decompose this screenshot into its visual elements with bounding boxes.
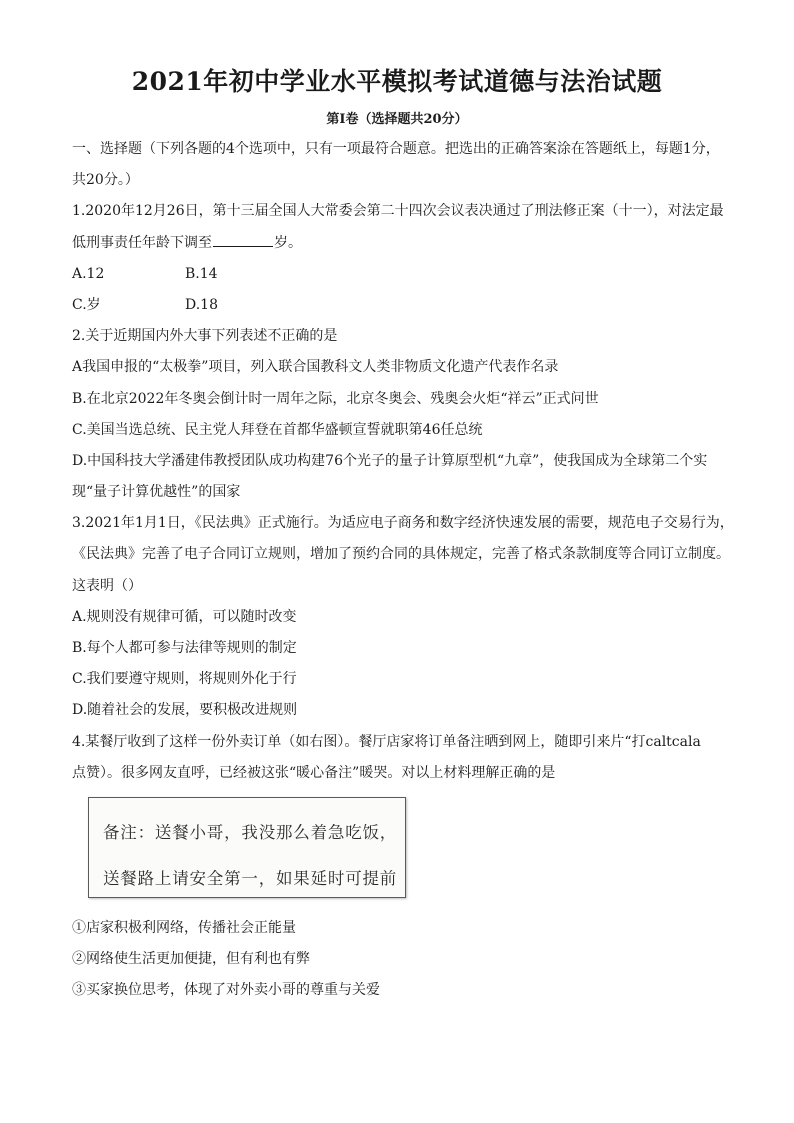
q4-statement-3: ③买家换位思考，体现了对外卖小哥的尊重与关爱	[72, 982, 380, 998]
q3-stem-line: 这表明（）	[72, 577, 142, 594]
q1-options-row	[72, 290, 772, 321]
q1-options-row	[72, 259, 772, 290]
instructions-line: 一、选择题（下列各题的4个选项中，只有一项最符合题意。把选出的正确答案涂在答题纸上，每题1分，	[72, 141, 720, 157]
q3-option-d: D.随着社会的发展，要积极改进规则	[72, 702, 298, 719]
q3-stem-line: 3.2021年1月1日，《民法典》正式施行。为适应电子商务和数字经济快速发展的需要，规范电子交易行为，	[72, 515, 734, 532]
q2-option-d: D.中国科技大学潘建伟教授团队成功构建76个光子的量子计算原型机“九章”，使我国成为全球第二个实	[72, 452, 708, 469]
q2-option-c: C.美国当选总统、民主党人拜登在首都华盛顿宣誓就职第46任总统	[72, 421, 483, 438]
q1-stem-text: 低刑事责任年龄下调至	[72, 234, 212, 251]
q2-option-a: A我国申报的“太极拳”项目，列入联合国教科文人类非物质文化遗产代表作名录	[72, 359, 559, 376]
q3-option-c: C.我们要遵守规则，将规则外化于行	[72, 671, 297, 688]
q4-statement-1: ①店家积极利网络，传播社会正能量	[72, 920, 296, 936]
answer-blank	[213, 232, 273, 247]
q3-option-b: B.每个人都可参与法律等规则的制定	[72, 640, 297, 656]
q1-stem-line: 1.2020年12月26日，第十三届全国人大常委会第二十四次会议表决通过了刑法修正案（十一），对法定最	[72, 203, 724, 220]
q3-stem-line: 《民法典》完善了电子合同订立规则，增加了预约合同的具体规定，完善了格式条款制度等合同订立制度。	[72, 546, 730, 563]
question-body	[72, 134, 772, 789]
page-title: 2021年初中学业水平模拟考试道德与法治试题	[131, 67, 663, 96]
q4-stem-line: 4.某餐厅收到了这样一份外卖订单（如右图）。餐厅店家将订单备注晒到网上，随即引来片“打caltcala	[72, 733, 701, 750]
q2-option-b: B.在北京2022年冬奥会倒计时一周年之际，北京冬奥会、残奥会火炬“祥云”正式问世	[72, 390, 599, 407]
order-note-line: 送餐路上请安全第一，如果延时可提前	[103, 869, 398, 888]
q1-option-b: B.14	[185, 265, 218, 282]
q4-stem-line: 点赞）。很多网友直呼，已经被这张“暖心备注”暖哭。对以上材料理解正确的是	[72, 764, 556, 781]
section-title: 第Ⅰ卷（选择题共20分）	[326, 112, 468, 127]
q2-option-d: 现“量子计算优越性”的国家	[72, 484, 241, 501]
q2-stem: 2.关于近期国内外大事下列表述不正确的是	[72, 328, 338, 345]
q3-option-a: A.规则没有规律可循，可以随时改变	[72, 608, 297, 625]
q4-statement-2: ②网络使生活更加便捷，但有利也有弊	[72, 951, 310, 967]
order-note-image	[88, 797, 406, 898]
q1-option-c: C.岁	[72, 296, 101, 313]
q4-statements	[72, 913, 772, 1006]
order-note-line: 备注：送餐小哥，我没那么着急吃饭，	[103, 823, 398, 842]
q1-option-d: D.18	[185, 296, 218, 313]
instructions-line: 共20分。）	[72, 172, 139, 189]
q1-stem-text: 岁。	[274, 234, 302, 251]
q1-option-a: A.12	[72, 265, 105, 282]
q1-stem-line	[72, 228, 772, 259]
